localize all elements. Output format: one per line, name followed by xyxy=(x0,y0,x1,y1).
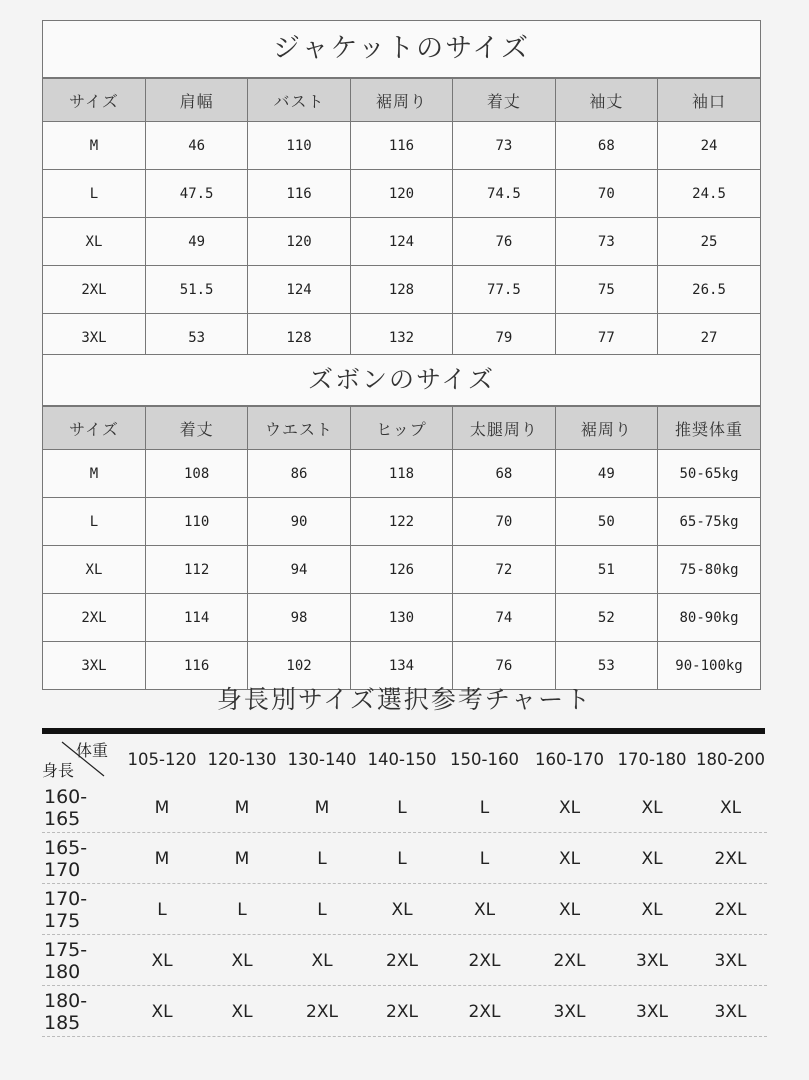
recommended-size-cell: 2XL xyxy=(386,1001,418,1022)
pants-table-cell: 50-65kg xyxy=(658,450,760,498)
jacket-table-cell: 24 xyxy=(658,122,760,170)
jacket-table-cell: 124 xyxy=(350,218,452,266)
reference-row xyxy=(40,986,769,1037)
jacket-table-cell: 128 xyxy=(350,266,452,314)
weight-range-header: 130-140 xyxy=(287,749,357,769)
recommended-size-cell: XL xyxy=(641,848,663,869)
jacket-column-header: 袖口 xyxy=(658,79,760,122)
pants-table-cell: 86 xyxy=(248,450,350,498)
jacket-table-cell: 27 xyxy=(658,314,760,362)
pants-table-cell: 53 xyxy=(555,642,657,690)
jacket-table-cell: 116 xyxy=(350,122,452,170)
recommended-size-cell: 2XL xyxy=(714,848,747,869)
jacket-table-cell: 74.5 xyxy=(453,170,555,218)
jacket-table-cell: 47.5 xyxy=(145,170,247,218)
jacket-table-cell: 73 xyxy=(555,218,657,266)
jacket-table-cell: 79 xyxy=(453,314,555,362)
jacket-table-cell: 75 xyxy=(555,266,657,314)
weight-range-header: 180-200 xyxy=(696,749,765,769)
recommended-size-cell: L xyxy=(397,797,407,818)
pants-table-cell: 130 xyxy=(350,594,452,642)
jacket-column-header: サイズ xyxy=(43,79,145,122)
jacket-table-cell: 3XL xyxy=(43,314,145,362)
pants-table-cell: 134 xyxy=(350,642,452,690)
pants-column-header: 太腿周り xyxy=(453,407,555,450)
pants-table-cell: 126 xyxy=(350,546,452,594)
recommended-size-cell: 3XL xyxy=(553,1001,586,1022)
pants-table-cell: 75-80kg xyxy=(658,546,760,594)
jacket-table xyxy=(43,78,760,361)
pants-table-cell: 80-90kg xyxy=(658,594,760,642)
pants-table-cell: 108 xyxy=(145,450,247,498)
recommended-size-cell: 2XL xyxy=(714,899,747,920)
weight-range-header: 170-180 xyxy=(617,749,687,769)
recommended-size-cell: L xyxy=(237,899,247,920)
recommended-size-cell: XL xyxy=(641,899,663,920)
jacket-table-cell: 77.5 xyxy=(453,266,555,314)
pants-column-header: 裾周り xyxy=(555,407,657,450)
recommended-size-cell: XL xyxy=(558,899,581,920)
jacket-table-cell: 132 xyxy=(350,314,452,362)
reference-chart xyxy=(40,736,769,1037)
height-range-label: 175-180 xyxy=(44,938,88,983)
jacket-table-cell: 77 xyxy=(555,314,657,362)
jacket-table-row xyxy=(43,266,760,314)
recommended-size-cell: 3XL xyxy=(714,950,747,971)
pants-table-cell: 68 xyxy=(453,450,555,498)
jacket-table-cell: 53 xyxy=(145,314,247,362)
recommended-size-cell: XL xyxy=(558,848,581,869)
height-range-label: 170-175 xyxy=(44,887,88,932)
recommended-size-cell: M xyxy=(154,797,170,818)
jacket-table-row xyxy=(43,170,760,218)
recommended-size-cell: 2XL xyxy=(468,1001,501,1022)
recommended-size-cell: XL xyxy=(231,1001,253,1022)
recommended-size-cell: M xyxy=(234,797,250,818)
jacket-table-cell: 73 xyxy=(453,122,555,170)
recommended-size-cell: 2XL xyxy=(468,950,501,971)
pants-table-cell: 70 xyxy=(453,498,555,546)
height-axis-label: 身長 xyxy=(42,761,75,780)
recommended-size-cell: XL xyxy=(719,797,742,818)
jacket-size-table xyxy=(42,20,761,362)
height-range-label: 165-170 xyxy=(44,836,88,881)
weight-range-header: 105-120 xyxy=(127,749,197,769)
jacket-table-title: ジャケットのサイズ xyxy=(43,21,760,78)
pants-table-cell: 114 xyxy=(145,594,247,642)
recommended-size-cell: L xyxy=(479,848,490,869)
recommended-size-cell: M xyxy=(314,797,330,818)
jacket-table-cell: 116 xyxy=(248,170,350,218)
jacket-table-cell: L xyxy=(43,170,145,218)
recommended-size-cell: L xyxy=(317,899,327,920)
pants-table-cell: 90-100kg xyxy=(658,642,760,690)
jacket-table-cell: XL xyxy=(43,218,145,266)
pants-header-row xyxy=(43,407,760,450)
jacket-table-cell: 51.5 xyxy=(145,266,247,314)
pants-table-cell: L xyxy=(43,498,145,546)
pants-table-row xyxy=(43,546,760,594)
pants-column-header: ウエスト xyxy=(248,407,350,450)
recommended-size-cell: XL xyxy=(391,899,413,920)
reference-chart-divider xyxy=(42,728,765,734)
pants-table-cell: 51 xyxy=(555,546,657,594)
reference-row xyxy=(40,935,769,986)
pants-table-cell: 102 xyxy=(248,642,350,690)
jacket-table-cell: 124 xyxy=(248,266,350,314)
recommended-size-cell: M xyxy=(154,848,170,869)
recommended-size-cell: XL xyxy=(151,1001,173,1022)
jacket-table-row xyxy=(43,218,760,266)
recommended-size-cell: 2XL xyxy=(553,950,586,971)
pants-table xyxy=(43,406,760,689)
pants-table-row xyxy=(43,450,760,498)
jacket-column-header: バスト xyxy=(248,79,350,122)
recommended-size-cell: L xyxy=(157,899,167,920)
reference-header-row xyxy=(40,736,769,782)
weight-range-header: 150-160 xyxy=(450,749,519,769)
recommended-size-cell: XL xyxy=(558,797,581,818)
height-range-label: 180-185 xyxy=(44,989,88,1034)
jacket-table-cell: 70 xyxy=(555,170,657,218)
recommended-size-cell: 2XL xyxy=(306,1001,338,1022)
height-range-label: 160-165 xyxy=(44,785,88,830)
jacket-table-cell: M xyxy=(43,122,145,170)
pants-table-cell: 118 xyxy=(350,450,452,498)
recommended-size-cell: XL xyxy=(641,797,663,818)
recommended-size-cell: XL xyxy=(231,950,253,971)
pants-table-cell: 98 xyxy=(248,594,350,642)
jacket-table-cell: 49 xyxy=(145,218,247,266)
pants-table-cell: 3XL xyxy=(43,642,145,690)
pants-table-cell: 74 xyxy=(453,594,555,642)
pants-table-cell: 72 xyxy=(453,546,555,594)
pants-table-cell: 116 xyxy=(145,642,247,690)
jacket-table-cell: 26.5 xyxy=(658,266,760,314)
pants-table-cell: 122 xyxy=(350,498,452,546)
pants-table-cell: 65-75kg xyxy=(658,498,760,546)
pants-table-cell: 110 xyxy=(145,498,247,546)
weight-range-header: 140-150 xyxy=(367,749,437,769)
jacket-table-cell: 2XL xyxy=(43,266,145,314)
jacket-column-header: 裾周り xyxy=(350,79,452,122)
pants-column-header: ヒップ xyxy=(350,407,452,450)
reference-row xyxy=(40,833,769,884)
weight-range-header: 120-130 xyxy=(207,749,277,769)
jacket-table-cell: 24.5 xyxy=(658,170,760,218)
pants-table-cell: 50 xyxy=(555,498,657,546)
pants-table-title: ズボンのサイズ xyxy=(43,355,760,406)
recommended-size-cell: L xyxy=(479,797,490,818)
pants-table-row xyxy=(43,498,760,546)
jacket-column-header: 着丈 xyxy=(453,79,555,122)
pants-table-cell: M xyxy=(43,450,145,498)
pants-table-cell: 49 xyxy=(555,450,657,498)
pants-column-header: 着丈 xyxy=(145,407,247,450)
pants-table-cell: 76 xyxy=(453,642,555,690)
jacket-table-cell: 68 xyxy=(555,122,657,170)
pants-table-cell: 94 xyxy=(248,546,350,594)
reference-row xyxy=(40,782,769,833)
pants-column-header: サイズ xyxy=(43,407,145,450)
recommended-size-cell: L xyxy=(397,848,407,869)
recommended-size-cell: 3XL xyxy=(636,950,668,971)
pants-table-row xyxy=(43,594,760,642)
recommended-size-cell: XL xyxy=(151,950,173,971)
jacket-header-row xyxy=(43,79,760,122)
recommended-size-cell: 2XL xyxy=(386,950,418,971)
reference-row xyxy=(40,884,769,935)
jacket-column-header: 肩幅 xyxy=(145,79,247,122)
pants-table-cell: XL xyxy=(43,546,145,594)
recommended-size-cell: XL xyxy=(311,950,333,971)
recommended-size-cell: L xyxy=(317,848,327,869)
jacket-table-row xyxy=(43,122,760,170)
reference-chart-title: 身長別サイズ選択参考チャート xyxy=(216,685,593,714)
recommended-size-cell: 3XL xyxy=(636,1001,668,1022)
pants-size-table xyxy=(42,354,761,690)
corner-cell xyxy=(40,736,122,782)
pants-column-header: 推奨体重 xyxy=(658,407,760,450)
jacket-table-cell: 128 xyxy=(248,314,350,362)
jacket-table-cell: 120 xyxy=(248,218,350,266)
pants-table-cell: 2XL xyxy=(43,594,145,642)
pants-table-cell: 90 xyxy=(248,498,350,546)
pants-table-cell: 112 xyxy=(145,546,247,594)
weight-axis-label: 体重 xyxy=(76,741,109,760)
jacket-table-cell: 25 xyxy=(658,218,760,266)
weight-range-header: 160-170 xyxy=(535,749,604,769)
jacket-table-cell: 120 xyxy=(350,170,452,218)
pants-table-cell: 52 xyxy=(555,594,657,642)
jacket-column-header: 袖丈 xyxy=(555,79,657,122)
jacket-table-cell: 110 xyxy=(248,122,350,170)
jacket-table-cell: 76 xyxy=(453,218,555,266)
recommended-size-cell: 3XL xyxy=(714,1001,747,1022)
jacket-table-cell: 46 xyxy=(145,122,247,170)
recommended-size-cell: XL xyxy=(473,899,496,920)
recommended-size-cell: M xyxy=(234,848,250,869)
